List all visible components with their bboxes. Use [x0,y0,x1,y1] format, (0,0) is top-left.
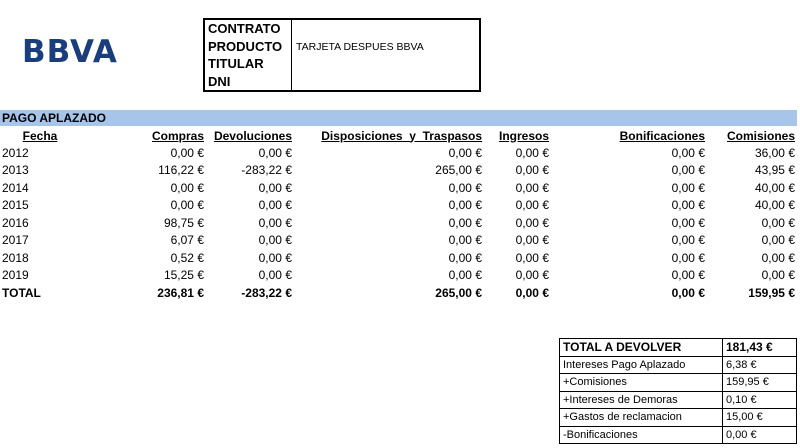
table-row [0,232,797,250]
cell-fecha: 2013 [2,163,29,178]
contract-info-labels [205,20,292,90]
cell-compras: 6,07 € [170,233,204,248]
summary-row [560,409,797,427]
dni-label: DNI [208,73,231,89]
table-row [0,162,797,180]
summary-row [560,426,797,444]
table-row [0,197,797,215]
summary-label: +Intereses de Demoras [560,391,723,409]
table-row [0,249,797,267]
header-bonificaciones: Bonificaciones [619,128,705,143]
header-fecha: Fecha [22,128,58,143]
total-ingresos: 0,00 € [515,285,549,300]
summary-table [559,338,797,444]
cell-bonificaciones: 0,00 € [671,163,705,178]
cell-disposiciones: 0,00 € [448,215,482,230]
cell-bonificaciones: 0,00 € [671,180,705,195]
total-disposiciones: 265,00 € [435,285,482,300]
payments-table [0,127,797,302]
cell-disposiciones: 0,00 € [448,233,482,248]
cell-comisiones: 0,00 € [761,250,795,265]
cell-disposiciones: 0,00 € [448,268,482,283]
cell-compras: 116,22 € [158,163,204,178]
header-ingresos: Ingresos [498,128,549,143]
cell-disposiciones: 265,00 € [435,163,482,178]
table-header-row [0,127,797,144]
cell-ingresos: 0,00 € [515,215,549,230]
total-fecha: TOTAL [2,285,41,300]
cell-compras: 0,52 € [170,250,204,265]
cell-bonificaciones: 0,00 € [671,215,705,230]
summary-value: 159,95 € [723,374,797,392]
cell-compras: 0,00 € [170,145,204,160]
table-row [0,214,797,232]
header-disposiciones: Disposiciones_y_Traspasos [321,128,482,143]
summary-value: 0,00 € [723,426,797,444]
cell-bonificaciones: 0,00 € [671,268,705,283]
cell-comisiones: 36,00 € [754,145,795,160]
cell-ingresos: 0,00 € [515,180,549,195]
cell-ingresos: 0,00 € [515,268,549,283]
cell-ingresos: 0,00 € [515,163,549,178]
producto-value: TARJETA DESPUES BBVA [296,41,424,53]
cell-comisiones: 40,00 € [754,180,795,195]
summary-total-value: 181,43 € [723,339,797,357]
cell-comisiones: 40,00 € [754,198,795,213]
summary-total-row [560,339,797,357]
cell-disposiciones: 0,00 € [448,145,482,160]
total-compras: 236,81 € [157,285,204,300]
cell-disposiciones: 0,00 € [448,250,482,265]
cell-ingresos: 0,00 € [515,145,549,160]
summary-label: +Gastos de reclamacion [560,409,723,427]
summary-row [560,374,797,392]
cell-disposiciones: 0,00 € [448,198,482,213]
cell-devoluciones: 0,00 € [258,250,292,265]
cell-devoluciones: 0,00 € [258,145,292,160]
cell-bonificaciones: 0,00 € [671,250,705,265]
cell-devoluciones: 0,00 € [258,198,292,213]
contract-info-box [203,18,481,92]
summary-value: 15,00 € [723,409,797,427]
summary-label: +Comisiones [560,374,723,392]
cell-compras: 0,00 € [170,198,204,213]
summary-label: Intereses Pago Aplazado [560,356,723,374]
cell-compras: 15,25 € [163,268,204,283]
cell-comisiones: 0,00 € [761,268,795,283]
contrato-label: CONTRATO [208,21,281,36]
summary-row [560,391,797,409]
cell-comisiones: 43,95 € [754,163,795,178]
summary-total-label: TOTAL A DEVOLVER [560,339,723,357]
cell-ingresos: 0,00 € [515,198,549,213]
section-header-pago-aplazado: PAGO APLAZADO [0,110,797,126]
header-compras: Compras [151,128,204,143]
cell-disposiciones: 0,00 € [448,180,482,195]
table-row [0,267,797,285]
summary-value: 6,38 € [723,356,797,374]
cell-compras: 98,75 € [163,215,204,230]
cell-devoluciones: 0,00 € [258,233,292,248]
summary-label: -Bonificaciones [560,426,723,444]
table-row [0,144,797,162]
cell-devoluciones: -283,22 € [241,163,292,178]
cell-fecha: 2015 [2,198,29,213]
cell-comisiones: 0,00 € [761,215,795,230]
cell-fecha: 2018 [2,250,29,265]
cell-bonificaciones: 0,00 € [671,198,705,213]
cell-fecha: 2019 [2,268,29,283]
cell-devoluciones: 0,00 € [258,268,292,283]
cell-devoluciones: 0,00 € [258,180,292,195]
bbva-logo: BBVA [22,34,118,70]
cell-comisiones: 0,00 € [761,233,795,248]
cell-bonificaciones: 0,00 € [671,233,705,248]
cell-compras: 0,00 € [170,180,204,195]
summary-row [560,356,797,374]
cell-fecha: 2016 [2,215,29,230]
cell-fecha: 2017 [2,233,29,248]
header-devoluciones: Devoluciones [213,128,292,143]
table-row [0,179,797,197]
header-comisiones: Comisiones [726,128,795,143]
total-comisiones: 159,95 € [748,285,795,300]
total-devoluciones: -283,22 € [241,285,292,300]
total-row [0,284,797,302]
cell-fecha: 2014 [2,180,29,195]
cell-devoluciones: 0,00 € [258,215,292,230]
titular-label: TITULAR [208,56,264,71]
summary-value: 0,10 € [723,391,797,409]
cell-fecha: 2012 [2,145,29,160]
total-bonificaciones: 0,00 € [671,285,705,300]
producto-label: PRODUCTO [208,38,283,54]
cell-ingresos: 0,00 € [515,250,549,265]
cell-ingresos: 0,00 € [515,233,549,248]
cell-bonificaciones: 0,00 € [671,145,705,160]
